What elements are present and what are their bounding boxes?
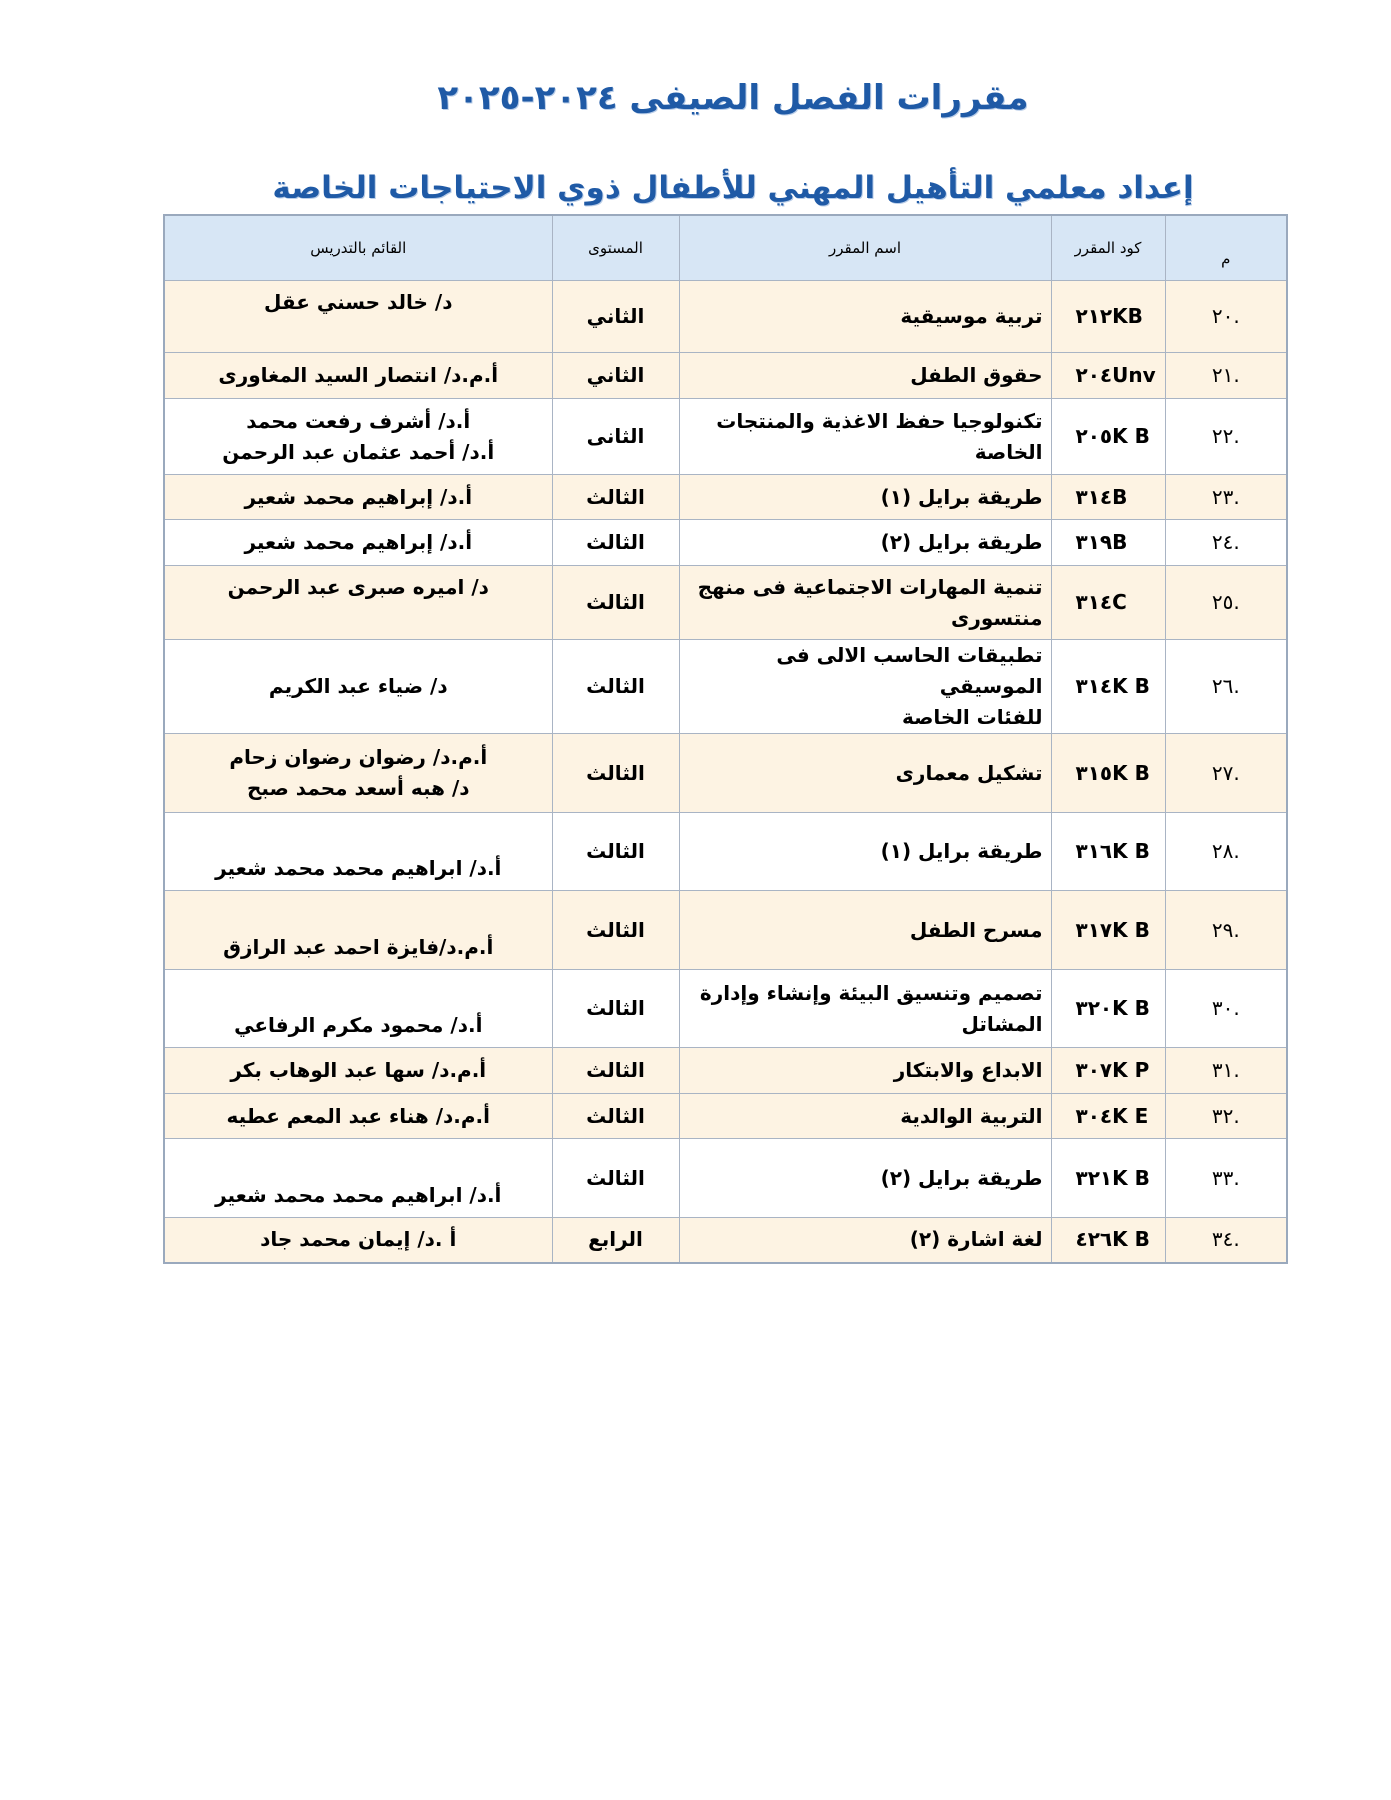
course-level: الثانى [552, 399, 679, 475]
course-teacher [164, 1048, 552, 1094]
course-level: الثالث [552, 1048, 679, 1094]
course-name [679, 970, 1051, 1048]
course-name-line: حقوق الطفل [910, 363, 1043, 387]
course-name-line: تطبيقات الحاسب الالى فى الموسيقي [776, 643, 1043, 698]
row-number: .٣٠ [1165, 970, 1287, 1048]
course-name [679, 566, 1051, 640]
course-level: الثالث [552, 566, 679, 640]
row-number: .٣١ [1165, 1048, 1287, 1094]
course-teacher-line: أ.د/ محمود مكرم الرفاعي [234, 1013, 483, 1037]
row-number: .٢١ [1165, 353, 1287, 399]
course-code: ٢٠٥K B [1051, 399, 1165, 475]
table-row [164, 566, 1287, 640]
course-level: الثاني [552, 353, 679, 399]
course-teacher-line: د/ هبه أسعد محمد صبح [246, 776, 470, 800]
course-name [679, 520, 1051, 566]
course-name [679, 1139, 1051, 1218]
row-number: .٢٩ [1165, 891, 1287, 970]
table-row [164, 353, 1287, 399]
course-level: الثاني [552, 281, 679, 353]
course-code: ٣٢٠K B [1051, 970, 1165, 1048]
course-name-line: تصميم وتنسيق البيئة وإنشاء وإدارة [699, 980, 1043, 1005]
course-code: ٣٢١K B [1051, 1139, 1165, 1218]
course-name [679, 1048, 1051, 1094]
course-name-line: طريقة برايل (١) [880, 484, 1043, 509]
course-teacher-line: أ.م.د/ انتصار السيد المغاورى [218, 363, 499, 387]
course-teacher-line: أ.د/ ابراهيم محمد محمد شعير [215, 1183, 502, 1207]
row-number: .٢٥ [1165, 566, 1287, 640]
table-row [164, 640, 1287, 734]
course-teacher [164, 520, 552, 566]
course-teacher-line: أ.د/ إبراهيم محمد شعير [244, 484, 473, 509]
course-teacher [164, 813, 552, 891]
course-teacher-line: أ.م.د/فايزة احمد عبد الرازق [223, 935, 494, 959]
row-number: .٣٣ [1165, 1139, 1287, 1218]
course-level: الثالث [552, 520, 679, 566]
row-number: .٢٤ [1165, 520, 1287, 566]
course-name-line: تكنولوجيا حفظ الاغذية والمنتجات [716, 408, 1043, 433]
course-code: ٢١٢KB [1051, 281, 1165, 353]
table-row [164, 1218, 1287, 1263]
course-teacher-line: أ.د/ إبراهيم محمد شعير [244, 530, 473, 554]
table-row [164, 520, 1287, 566]
table-row [164, 1094, 1287, 1139]
table-row [164, 281, 1287, 353]
course-code: ٣١٥K B [1051, 734, 1165, 813]
course-code: ٢٠٤Unv [1051, 353, 1165, 399]
course-teacher-line: أ.د/ أشرف رفعت محمد [246, 408, 471, 433]
course-name-line: التربية الوالدية [900, 1103, 1043, 1128]
course-name-line: طريقة برايل (٢) [880, 530, 1043, 554]
table-body [164, 281, 1287, 1263]
course-name [679, 734, 1051, 813]
course-level: الثالث [552, 891, 679, 970]
course-name [679, 1218, 1051, 1263]
course-teacher-line: أ.م.د/ سها عبد الوهاب بكر [230, 1058, 487, 1082]
course-teacher-line: أ.د/ ابراهيم محمد محمد شعير [215, 856, 502, 880]
course-level: الثالث [552, 640, 679, 734]
course-name-line: تربية موسيقية [900, 304, 1043, 328]
header-teacher: القائم بالتدريس [164, 215, 552, 281]
course-name-line: تنمية المهارات الاجتماعية فى منهج [697, 574, 1043, 599]
row-number: .٢٧ [1165, 734, 1287, 813]
course-name-line: للفئات الخاصة [901, 705, 1043, 729]
course-teacher [164, 734, 552, 813]
course-name-line: طريقة برايل (٢) [880, 1165, 1043, 1190]
course-teacher [164, 1094, 552, 1139]
table-row [164, 734, 1287, 813]
header-code: كود المقرر [1051, 215, 1165, 281]
course-level: الثالث [552, 475, 679, 520]
course-code: ٣١٧K B [1051, 891, 1165, 970]
course-code: ٣٠٤K E [1051, 1094, 1165, 1139]
course-name-line: لغة اشارة (٢) [909, 1227, 1043, 1252]
course-name [679, 399, 1051, 475]
header-name: اسم المقرر [679, 215, 1051, 281]
course-teacher-line: أ.م.د/ هناء عبد المعم عطيه [226, 1103, 490, 1128]
course-level: الثالث [552, 734, 679, 813]
page-title: مقررات الفصل الصيفى ٢٠٢٤-٢٠٢٥ [437, 78, 1029, 118]
header-num: م [1165, 215, 1287, 281]
course-code: ٣٠٧K P [1051, 1048, 1165, 1094]
course-code: ٣١٩B [1051, 520, 1165, 566]
course-code: ٣١٦K B [1051, 813, 1165, 891]
course-code: ٣١٤B [1051, 475, 1165, 520]
course-name [679, 353, 1051, 399]
course-name [679, 475, 1051, 520]
table-row [164, 813, 1287, 891]
row-number: .٣٢ [1165, 1094, 1287, 1139]
course-name-line: منتسورى [951, 605, 1043, 630]
header-level: المستوى [552, 215, 679, 281]
course-teacher [164, 399, 552, 475]
course-code: ٣١٤K B [1051, 640, 1165, 734]
course-name [679, 813, 1051, 891]
courses-table-container [163, 214, 1286, 1264]
row-number: .٢٣ [1165, 475, 1287, 520]
course-teacher [164, 891, 552, 970]
course-level: الثالث [552, 1139, 679, 1218]
courses-table [163, 214, 1288, 1264]
row-number: .٢٦ [1165, 640, 1287, 734]
course-code: ٣١٤C [1051, 566, 1165, 640]
course-level: الرابع [552, 1218, 679, 1263]
row-number: .٣٤ [1165, 1218, 1287, 1263]
table-row [164, 1048, 1287, 1094]
course-name-line: الخاصة [974, 439, 1043, 464]
course-teacher [164, 281, 552, 353]
course-teacher [164, 353, 552, 399]
course-teacher [164, 475, 552, 520]
course-name [679, 640, 1051, 734]
row-number: .٢٨ [1165, 813, 1287, 891]
page-subtitle: إعداد معلمي التأهيل المهني للأطفال ذوي الاحتياجات الخاصة [272, 170, 1194, 206]
course-teacher-line: د/ اميره صبرى عبد الرحمن [227, 575, 489, 599]
course-teacher-line: د/ خالد حسني عقل [263, 290, 453, 314]
table-header-row [164, 215, 1287, 281]
course-teacher-line: د/ ضياء عبد الكريم [268, 674, 448, 698]
table-row [164, 970, 1287, 1048]
table-row [164, 399, 1287, 475]
course-name-line: المشاتل [961, 1011, 1043, 1036]
table-row [164, 475, 1287, 520]
row-number: .٢٢ [1165, 399, 1287, 475]
course-name [679, 1094, 1051, 1139]
table-row [164, 891, 1287, 970]
row-number: .٢٠ [1165, 281, 1287, 353]
course-name [679, 281, 1051, 353]
course-name-line: تشكيل معمارى [895, 760, 1043, 785]
course-level: الثالث [552, 813, 679, 891]
course-teacher [164, 566, 552, 640]
course-name-line: مسرح الطفل [909, 917, 1043, 942]
course-teacher [164, 1218, 552, 1263]
course-teacher [164, 970, 552, 1048]
course-level: الثالث [552, 1094, 679, 1139]
course-teacher-line: أ.د/ أحمد عثمان عبد الرحمن [222, 439, 495, 464]
course-name-line: طريقة برايل (١) [880, 839, 1043, 863]
course-teacher [164, 1139, 552, 1218]
course-teacher-line: أ .د/ إيمان محمد جاد [260, 1227, 457, 1252]
table-row [164, 1139, 1287, 1218]
course-name-line: الابداع والابتكار [893, 1058, 1043, 1082]
course-code: ٤٢٦K B [1051, 1218, 1165, 1263]
course-teacher [164, 640, 552, 734]
course-teacher-line: أ.م.د/ رضوان رضوان زحام [229, 745, 488, 769]
course-level: الثالث [552, 970, 679, 1048]
course-name [679, 891, 1051, 970]
